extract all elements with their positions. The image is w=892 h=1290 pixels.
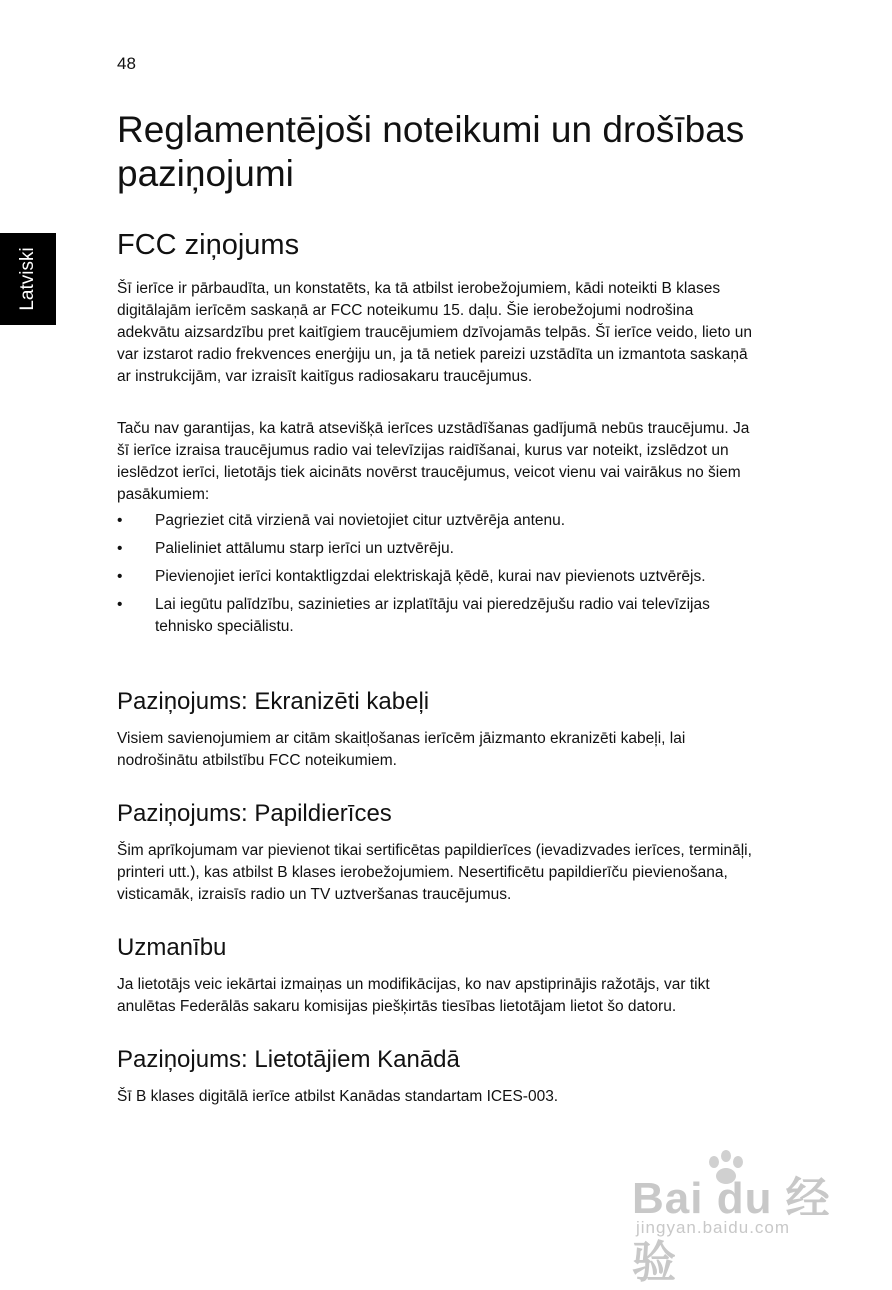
peripherals-heading: Paziņojums: Papildierīces [117,800,392,827]
fcc-heading: FCC ziņojums [117,229,300,261]
canada-heading: Paziņojums: Lietotājiem Kanādā [117,1046,460,1073]
bullet-icon: • [117,540,123,557]
baidu-watermark [632,1148,842,1287]
list-item [117,510,759,532]
list-item [117,566,759,588]
peripherals-text: Šim aprīkojumam var pievienot tikai sertificētas papildierīces (ievadizvades ierīces, termināļi, printeri utt.), kas atbilst B klases ierobežojumiem. Nesertificētu papildierīču pievienošana, visticamāk, izraisīs radio un TV uztveršanas traucējumus. [117,842,752,903]
bullet-text: Palieliniet attālumu starp ierīci un uztvērēju. [155,540,454,557]
fcc-bullet-list [117,510,759,644]
fcc-paragraph-2: Taču nav garantijas, ka katrā atsevišķā ierīces uzstādīšanas gadījumā nebūs traucējumu. Ja šī ierīce izraisa traucējumus radio vai televīzijas raidīšanai, kurus var noteikt, izslēdzot un ieslēdzot ierīci, lietotājs tiek aicināts novērst traucējumus, veicot vienu vai vairākus no šiem pasākumiem: [117,420,750,503]
cables-text: Visiem savienojumiem ar citām skaitļošanas ierīcēm jāizmanto ekranizēti kabeļi, lai nodrošinātu atbilstību FCC noteikumiem. [117,730,686,769]
list-item [117,594,759,638]
page-number: 48 [117,54,136,73]
side-tab-label: Latviski [17,247,38,311]
watermark-logo: Bai du 经验 [632,1174,831,1287]
bullet-icon: • [117,568,123,585]
language-side-tab [0,233,56,325]
cables-heading: Paziņojums: Ekranizēti kabeļi [117,688,430,715]
caution-text: Ja lietotājs veic iekārtai izmaiņas un modifikācijas, ko nav apstiprinājis ražotājs, var tikt anulētas Federālās sakaru komisijas piešķirtās tiesības lietotājam lietot šo datoru. [117,976,710,1015]
list-item [117,538,759,560]
page-title: Reglamentējoši noteikumi un drošības paziņojumi [117,109,745,194]
canada-text: Šī B klases digitālā ierīce atbilst Kanādas standartam ICES-003. [117,1088,559,1105]
bullet-icon: • [117,596,123,613]
caution-heading: Uzmanību [117,934,227,961]
bullet-icon: • [117,512,123,529]
bullet-text: Pagrieziet citā virzienā vai novietojiet citur uztvērēja antenu. [155,512,566,529]
watermark-url: jingyan.baidu.com [636,1218,791,1237]
bullet-text: Pievienojiet ierīci kontaktligzdai elektriskajā ķēdē, kurai nav pievienots uztvērējs. [155,568,706,585]
bullet-text: Lai iegūtu palīdzību, sazinieties ar izplatītāju vai pieredzējušu radio vai televīzijas tehnisko speciālistu. [155,596,710,635]
fcc-paragraph-1: Šī ierīce ir pārbaudīta, un konstatēts, ka tā atbilst ierobežojumiem, kādi noteikti B klases digitālajām ierīcēm saskaņā ar FCC noteikumu 15. daļu. Šie ierobežojumi nodrošina adekvātu aizsardzību pret kaitīgiem traucējumiem dzīvojamās telpās. Šī ierīce veido, lieto un var izstarot radio frekvences enerģiju un, ja tā netiek pareizi uzstādīta un izmantota saskaņā ar instrukcijām, var izraisīt kaitīgus radiosakaru traucējumus. [117,280,752,385]
